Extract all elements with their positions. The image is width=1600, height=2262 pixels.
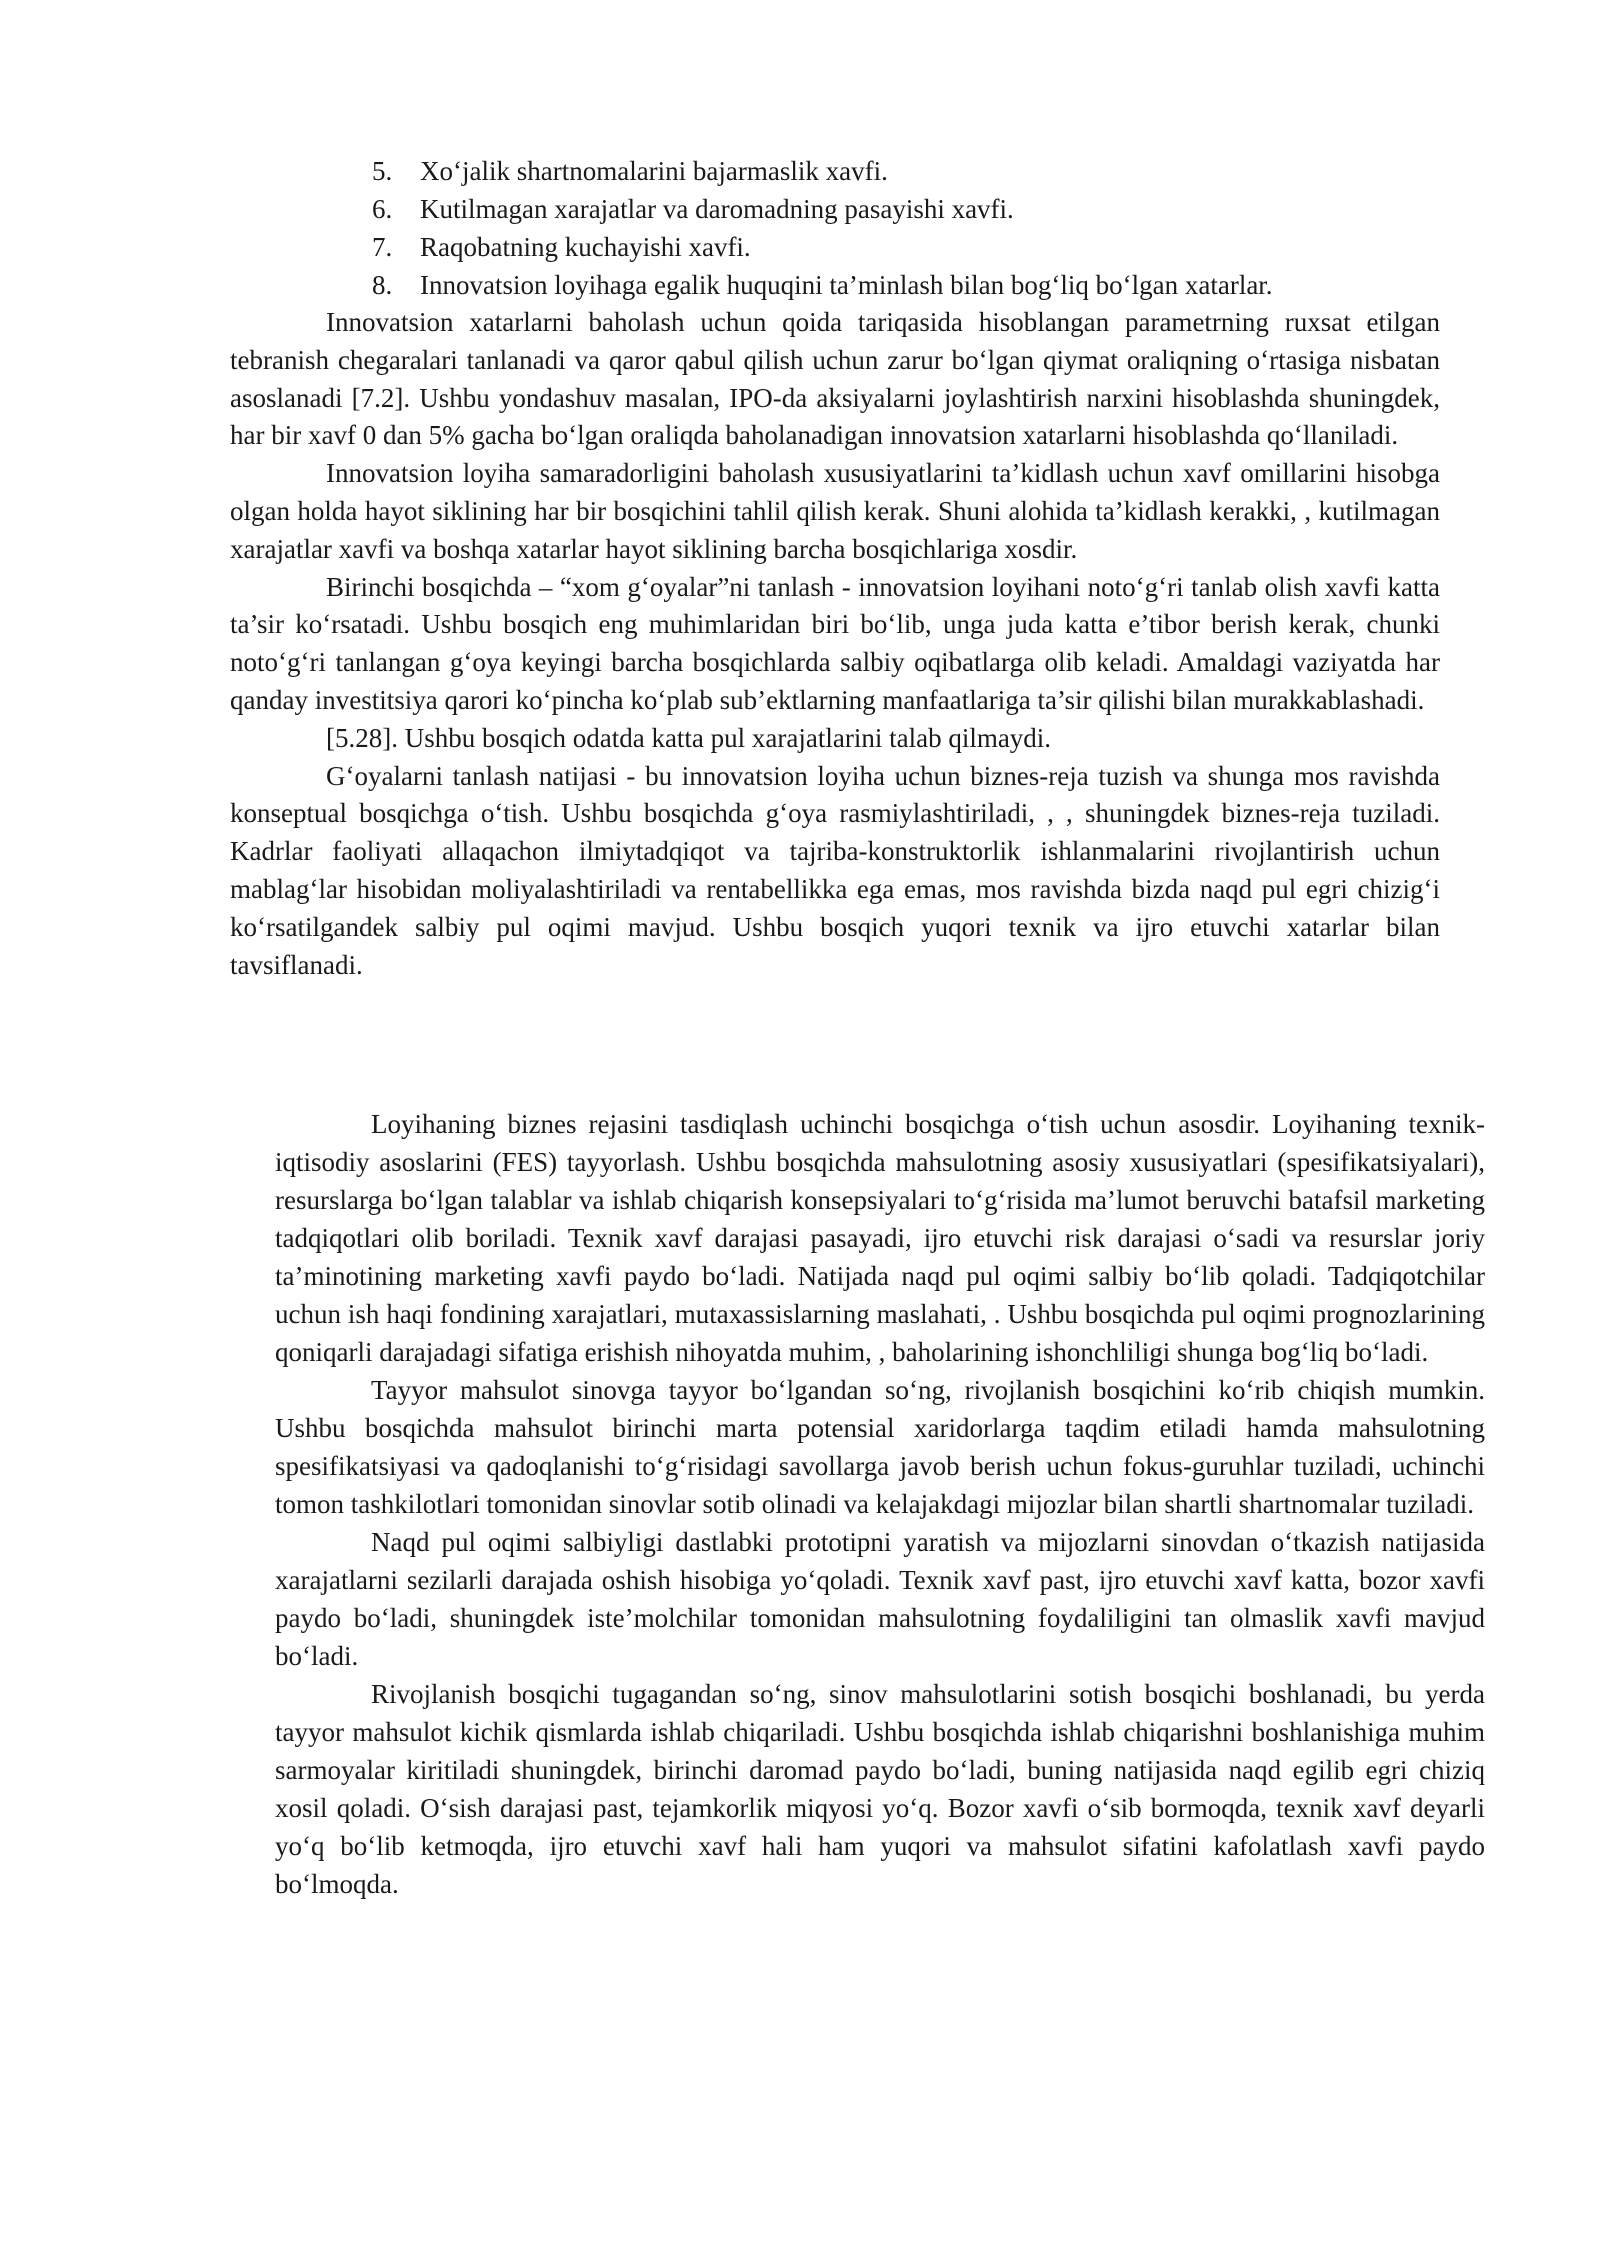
- body-text-section-2: [275, 1105, 1485, 1903]
- list-item: [372, 228, 1452, 266]
- paragraph: Innovatsion xatarlarni baholash uchun qoida tariqasida hisoblangan parametrning ruxsat etilgan tebranish chegaralari tanlanadi va qaror qabul qilish uchun zarur bo‘lgan qiymat oraliqning o‘rtasiga nisbatan asoslanadi [7.2]. Ushbu yondashuv masalan, IPO-da aksiyalarni joylashtirish narxini hisoblashda shuningdek, har bir xavf 0 dan 5% gacha bo‘lgan oraliqda baholanadigan innovatsion xatarlarni hisoblashda qo‘llaniladi.: [230, 307, 1440, 451]
- list-number: 7.: [372, 232, 393, 262]
- paragraph: Naqd pul oqimi salbiyligi dastlabki prototipni yaratish va mijozlarni sinovdan o‘tkazish natijasida xarajatlarni sezilarli darajada oshish hisobiga yo‘qoladi. Texnik xavf past, ijro etuvchi xavf katta, bozor xavfi paydo bo‘ladi, shuningdek iste’molchilar tomonidan mahsulotning foydaliligini tan olmaslik xavfi mavjud bo‘ladi.: [275, 1527, 1485, 1671]
- paragraph: Rivojlanish bosqichi tugagandan so‘ng, sinov mahsulotlarini sotish bosqichi boshlanadi, bu yerda tayyor mahsulot kichik qismlarda ishlab chiqariladi. Ushbu bosqichda ishlab chiqarishni boshlanishiga muhim sarmoyalar kiritiladi shuningdek, birinchi daromad paydo bo‘ladi, buning natijasida naqd egilib egri chiziq xosil qoladi. O‘sish darajasi past, tejamkorlik miqyosi yo‘q. Bozor xavfi o‘sib bormoqda, texnik xavf deyarli yo‘q bo‘lib ketmoqda, ijro etuvchi xavf hali ham yuqori va mahsulot sifatini kafolatlash xavfi paydo bo‘lmoqda.: [275, 1679, 1485, 1899]
- list-item: [372, 190, 1452, 228]
- list-item: [372, 266, 1452, 304]
- list-item: [372, 152, 1452, 190]
- list-text: Xo‘jalik shartnomalarini bajarmaslik xavfi.: [420, 156, 888, 186]
- paragraph: Tayyor mahsulot sinovga tayyor bo‘lgandan so‘ng, rivojlanish bosqichini ko‘rib chiqish mumkin. Ushbu bosqichda mahsulot birinchi marta potensial xaridorlarga taqdim etiladi hamda mahsulotning spesifikatsiyasi va qadoqlanishi to‘g‘risidagi savollarga javob berish uchun fokus-guruhlar tuziladi, uchinchi tomon tashkilotlari tomonidan sinovlar sotib olinadi va kelajakdagi mijozlar bilan shartli shartnomalar tuziladi.: [275, 1375, 1485, 1519]
- paragraph: [5.28]. Ushbu bosqich odatda katta pul xarajatlarini talab qilmaydi.: [326, 722, 1052, 753]
- paragraph: Birinchi bosqichda – “xom g‘oyalar”ni tanlash - innovatsion loyihani noto‘g‘ri tanlab olish xavfi katta ta’sir ko‘rsatadi. Ushbu bosqich eng muhimlaridan biri bo‘lib, unga juda katta e’tibor berish kerak, chunki noto‘g‘ri tanlangan g‘oya keyingi barcha bosqichlarda salbiy oqibatlarga olib keladi. Amaldagi vaziyatda har qanday investitsiya qarori ko‘pincha ko‘plab sub’ektlarning manfaatlariga ta’sir qilishi bilan murakkablashadi.: [230, 571, 1440, 715]
- list-text: Raqobatning kuchayishi xavfi.: [420, 232, 751, 262]
- paragraph: G‘oyalarni tanlash natijasi - bu innovatsion loyiha uchun biznes-reja tuzish va shunga mos ravishda konseptual bosqichga o‘tish. Ushbu bosqichda g‘oya rasmiylashtiriladi, , , shuningdek biznes-reja tuziladi. Kadrlar faoliyati allaqachon ilmiytadqiqot va tajriba-konstruktorlik ishlanmalarini rivojlantirish uchun mablag‘lar hisobidan moliyalashtiriladi va rentabellikka ega emas, mos ravishda bizda naqd pul egri chizig‘i ko‘rsatilgandek salbiy pul oqimi mavjud. Ushbu bosqich yuqori texnik va ijro etuvchi xatarlar bilan tavsiflanadi.: [230, 760, 1440, 980]
- list-number: 8.: [372, 270, 393, 300]
- body-text-section-1: [230, 304, 1440, 984]
- list-text: Kutilmagan xarajatlar va daromadning pasayishi xavfi.: [420, 194, 1014, 224]
- list-number: 5.: [372, 156, 393, 186]
- paragraph: Loyihaning biznes rejasini tasdiqlash uchinchi bosqichga o‘tish uchun asosdir. Loyihaning texnik-iqtisodiy asoslarini (FES) tayyorlash. Ushbu bosqichda mahsulotning asosiy xususiyatlari (spesifikatsiyalari), resurslarga bo‘lgan talablar va ishlab chiqarish konsepsiyalari to‘g‘risida ma’lumot beruvchi batafsil marketing tadqiqotlari olib boriladi. Texnik xavf darajasi pasayadi, ijro etuvchi risk darajasi o‘sadi va resurslar joriy ta’minotining marketing xavfi paydo bo‘ladi. Natijada naqd pul oqimi salbiy bo‘lib qoladi. Tadqiqotchilar uchun ish haqi fondining xarajatlari, mutaxassislarning maslahati, . Ushbu bosqichda pul oqimi prognozlarining qoniqarli darajadagi sifatiga erishish nihoyatda muhim, , baholarining ishonchliligi shunga bog‘liq bo‘ladi.: [275, 1109, 1485, 1367]
- paragraph: Innovatsion loyiha samaradorligini baholash xususiyatlarini ta’kidlash uchun xavf omillarini hisobga olgan holda hayot siklining har bir bosqichini tahlil qilish kerak. Shuni alohida ta’kidlash kerakki, , kutilmagan xarajatlar xavfi va boshqa xatarlar hayot siklining barcha bosqichlariga xosdir.: [230, 458, 1440, 564]
- list-number: 6.: [372, 194, 393, 224]
- risk-list: [372, 152, 1452, 304]
- list-text: Innovatsion loyihaga egalik huquqini ta’minlash bilan bog‘liq bo‘lgan xatarlar.: [420, 270, 1273, 300]
